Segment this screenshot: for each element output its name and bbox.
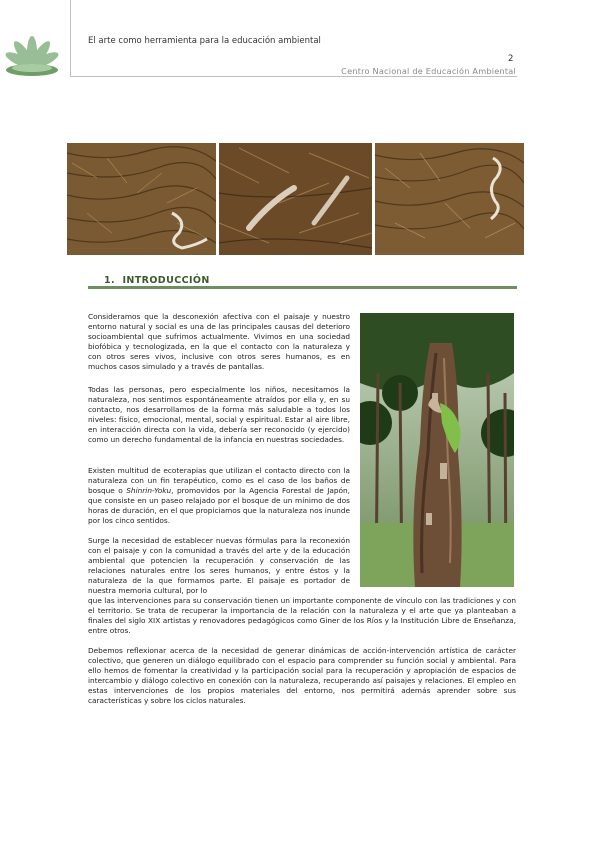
section-rule bbox=[88, 286, 517, 289]
section-heading bbox=[104, 275, 210, 286]
leaf-logo-icon bbox=[2, 26, 62, 78]
section-title: INTRODUCCIÓN bbox=[122, 275, 210, 286]
paragraph-2: Todas las personas, pero especialmente los niños, necesitamos la naturaleza, nos sentimos espontáneamente atraídos por ella y, en su contacto, nos desarrollamos de la forma más saludable a todos los niveles: físico, emocional, mental, social y espiritual. Estar al aire libre, en interacción directa con la vida, debería ser reconocido (y ejercido) como un derecho fundamental de la infancia en nuestras sociedades. bbox=[88, 385, 350, 444]
paragraph-4-start: Surge la necesidad de establecer nuevas fórmulas para la reconexión con el paisaje y con la comunidad a través del arte y de la educación ambiental que potencien la recuperación y conservación de las relaciones naturales entre los seres humanos, y entre éstos y la naturaleza de la que formamos parte. El paisaje es portador de nuestra memoria cultural, por lo bbox=[88, 536, 350, 595]
header-vertical-rule bbox=[70, 0, 71, 76]
header-horizontal-rule bbox=[70, 76, 517, 77]
paragraph-5: Debemos reflexionar acerca de la necesidad de generar dinámicas de acción-intervención artística de carácter colectivo, que generen un diálogo equilibrado con el espacio para comprender su función social y ambiental. Para ello hemos de fomentar la creatividad y la participación social para la recuperación y apropiación de espacios de intercambio y diálogo colectivo en conexión con la naturaleza, recuperando así paisajes y relaciones. El empleo en estas intervenciones de los propios materiales del entorno, nos permitirá además aprender sobre sus características y sobre los ciclos naturales. bbox=[88, 646, 516, 705]
paragraph-3-italic: Shinrin-Yoku bbox=[126, 486, 172, 495]
land-art-photo-3 bbox=[375, 143, 524, 255]
tree-art-photo bbox=[360, 313, 514, 587]
section-number: 1. bbox=[104, 275, 116, 286]
land-art-photo-2 bbox=[219, 143, 372, 255]
paragraph-3-text-b: , promovidos por la Agencia Forestal de Japón, que consiste en un paseo relajado por el bosque de un mínimo de dos horas de duración, en el que propiciamos que la naturaleza nos inunde por los cinco sentidos. bbox=[88, 486, 351, 525]
paragraph-3-text-a: Existen multitud de ecoterapias que utilizan el contacto directo con la naturaleza con un fin terapéutico, como es el caso de los baños de bosque o bbox=[88, 466, 350, 495]
paragraph-4-end: que las intervenciones para su conservación tienen un importante componente de vínculo con las tradiciones y con el territorio. Se trata de recuperar la importancia de la relación con la naturaleza y el arte que ya planteaban a finales del siglo XIX artistas y renovadores pedagógicos como Giner de los Ríos y la Institución Libre de Enseñanza, entre otros. bbox=[88, 596, 516, 635]
paragraph-1: Consideramos que la desconexión afectiva con el paisaje y nuestro entorno natural y social es una de las principales causas del deterioro socioambiental que sufrimos actualmente. Vivimos en una sociedad biofóbica y tecnologizada, en la que el contacto con la naturaleza y con otros seres vivos, inclusive con otros seres humanos, es en muchos casos simulado y a través de pantallas. bbox=[88, 312, 350, 371]
organization-name: Centro Nacional de Educación Ambiental bbox=[341, 66, 516, 76]
paragraph-3 bbox=[88, 466, 350, 526]
document-title: El arte como herramienta para la educación ambiental bbox=[88, 36, 321, 46]
land-art-photo-1 bbox=[67, 143, 216, 255]
page-number: 2 bbox=[508, 54, 514, 64]
